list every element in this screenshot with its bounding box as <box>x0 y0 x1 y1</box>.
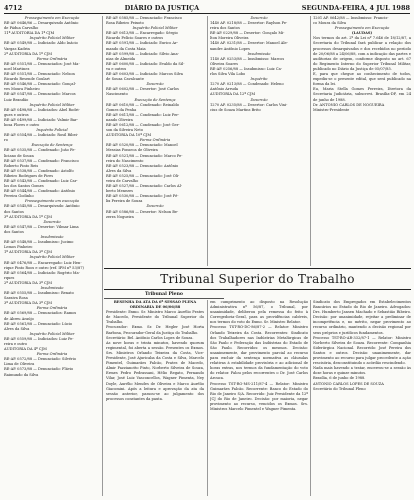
text-line: de Pádua Carvalho <box>4 26 39 31</box>
text-line: dos Santos <box>4 229 24 234</box>
section-heading: Inquérito Policial Militar <box>29 102 75 107</box>
text-line: RE-AP. 0610/88 — Condenado: Reinaldo <box>106 102 179 107</box>
text-line: liciano de Souza <box>4 153 34 158</box>
text-line: Gomes da Penha <box>106 107 137 112</box>
column-1 <box>4 16 100 496</box>
text-line: RE-AP. 0603/88 — Indiciado: Marcos Silva <box>106 72 183 77</box>
text-line: RE-AP. 0523/88 — Denunciado: Antônio <box>106 163 179 168</box>
text-line: Lima de Oliveira <box>4 362 35 367</box>
text-line: veira de Carvalho <box>106 179 139 183</box>
text-line: 3ª AUDITORIA DA 3ª CJM <box>4 301 52 306</box>
section-heading: ORDINÁRIA DE 06/06/88 <box>129 305 181 310</box>
section-heading: Desercão <box>250 16 268 20</box>
text-line: RE-AP. 0569/88 — Denunciados: Ramos <box>4 311 77 316</box>
section-heading: RESENHA DA ATA DA 6ª SESSÃO PLENA <box>113 300 197 304</box>
text-line: Rosa Ribeiro Peixoto <box>106 21 144 26</box>
section-heading: Forma Ordinária <box>36 352 68 357</box>
text-line: Alves da Silva <box>106 168 132 173</box>
text-line: RE-AP. 0543/88 — Condenado: Luiz Car- <box>4 179 78 183</box>
text-line: 2ª AUDITORIA DA 1ª CJM <box>4 51 52 56</box>
column-3 <box>210 16 308 266</box>
text-line: RE-AP. 0476/88 — Encarregado: Luiz Hen- <box>4 260 82 265</box>
section-heading: Inquérito Policial Militar <box>132 26 178 31</box>
text-line: de Abreu Araújo <box>4 316 34 321</box>
text-line: Processo TST-RO-AR-332/87-1 — Relator: Ministro Norberto Silveira de Souza. Recorrente: Companhia Siderúrgica Nacional. Recorrido: José Pereira dos Santos e outros. Decisão: unanimemente, dar provimento ao recurso para julgar procedente a ação rescisória, desconstituindo o acórdão rescindendo. <box>313 335 411 366</box>
column-4-lower <box>313 300 411 496</box>
text-line: RE-AP. 0520/88 — Denunciado: Manoel <box>106 143 178 148</box>
text-line: 1270 AP. 0235/88 — Desertor: Carlos Vini- <box>210 102 288 107</box>
text-line: AUDITORIA DA 4ª CJM <box>4 347 47 352</box>
section-heading: Inquérito <box>250 77 268 82</box>
text-line: dos Santos <box>4 209 24 214</box>
section-heading: Desercão <box>250 97 268 102</box>
text-line: RE-AP. 0573/88 — Denunciado: Flávio <box>4 367 74 372</box>
section-title: Tribunal Superior do Trabalho <box>160 272 355 286</box>
text-line: ANTÔNIO CARLOS LOPES DE SOUZA <box>313 381 384 386</box>
text-line: lton Moreira Oliveira <box>210 36 249 41</box>
text-line: bosa Flores e outro <box>4 122 40 127</box>
column-4 <box>313 16 411 266</box>
text-line: Nada mais havendo a tratar, encerrou-se a sessão às doze horas e quinze minutos. <box>313 366 411 376</box>
text-line: gues e outros <box>4 112 29 117</box>
text-line: RE-AP. 0611/88 — Condenado: Luiz Fer- <box>106 112 180 117</box>
text-line: reira e outro <box>4 342 28 346</box>
column-divider <box>207 300 208 496</box>
section-heading: Insubmissão <box>40 285 64 290</box>
column-3-lower <box>210 300 308 496</box>
text-line: Luiz Brandão <box>4 97 29 102</box>
column-2 <box>106 16 204 266</box>
section-heading: Prosseguimento em Execução <box>334 26 390 31</box>
text-line: RE-AP. 0585/88 — Denunciado: Francisco <box>106 16 182 20</box>
text-line: RE-AP. 0538/88 — Condenado: Astolfo <box>4 168 74 173</box>
text-line: Vargas Kadrin <box>4 46 30 51</box>
text-line: Processo TST-RO-MS-211/87-4 — Relator: Ministro Guimarães Falcão. Recorrente: Banco do Estado do Rio de Janeiro S/A. Recorrido: Juiz Presidente da 12ª JCJ do Rio de Janeiro. Decisão: por maioria, negar provimento ao recurso, vencidos os Exmos. Srs. Ministros Marcelo Pimentel e Wagner Pimenta. <box>210 381 308 411</box>
column-divider <box>310 300 311 496</box>
text-line: RE-AP. 0572/88 — Denunciado: Silvério <box>4 357 77 362</box>
section-heading: Execução de Sentença <box>31 143 73 148</box>
text-line: 1440 AP. 0218/88 — Desertor: Raylson Pe- <box>210 21 288 26</box>
text-line: Raimundo da Silva <box>4 372 39 377</box>
section-heading: Forma Ordinária <box>36 306 68 311</box>
text-line: RE-AP. 0551/88 — Denunciado: Nelson <box>4 72 75 77</box>
text-line: 1ª AUDITORIA DA 3ª CJM <box>4 250 52 255</box>
text-line: RE-AP. 0564/88 — Indiciado: Rogério Ma- <box>4 270 80 275</box>
issue-date: SEGUNDA-FEIRA, 4 JUL 1988 <box>301 3 410 12</box>
text-line: Nos termos do art. 2º da Lei nº 7.646 de 18/12/87, a Secretaria do Tribunal fará publicar a relação dos processos desarquivados e dos recebidos no período de 20/06/88 a 24/06/88, com a indicação das partes e auditorias de origem, conforme disposto no art. 67 do Regimento Interno do Superior Tribunal Militar, publicado no Diário da Justiça de 05/07/85. <box>313 36 411 71</box>
text-line: Procurador: Exmo. Sr. Dr. Hegler José Horta Barbosa, Procurador-Geral da Justiça do Trabalho. <box>106 325 204 335</box>
text-line: 1201 AP. 0642/88 — Insubmisso: Francis- <box>313 16 389 20</box>
section-heading: Desercão <box>146 82 164 87</box>
page-number: 4712 <box>4 3 23 12</box>
text-line: Secretário: Bel. Antônio Carlos Lopes de Souza. <box>106 335 194 340</box>
column-2-lower <box>106 300 204 496</box>
page-header <box>4 3 410 12</box>
text-line: RE-AP. 0599/88 — Indiciado: Sílvio Ana- <box>106 51 179 56</box>
column-divider <box>102 16 103 496</box>
section-heading: Inquérito Policial Militar <box>29 331 75 336</box>
text-line: Saraiva Rosa <box>4 296 28 301</box>
text-line: Eu, Maria Stella Gomes Ferreira, Diretora da Secretaria Judiciária, subscrevi. Brasília-DF, em 24 de junho de 1988. <box>313 87 411 102</box>
text-line: Presidente: Exmo. Sr. Ministro Marco Aurélio Prates de Macedo, Presidente do Tribunal Superior do Trabalho. <box>106 310 204 325</box>
text-line: RE-AP. 0555/88 — Insubmisso: Renato <box>4 291 74 296</box>
text-line: RE-AP. 0612/88 — Condenado: José Ger- <box>106 122 180 127</box>
text-line: nias de Almeida <box>106 56 136 61</box>
text-line: RE-AP. 0544/88 — Condenado: Antônio <box>4 189 76 194</box>
text-line: Alves da Silva <box>4 326 30 331</box>
section-heading: Forma Ordinária <box>36 56 68 61</box>
text-line: nando Oliveira <box>106 117 133 122</box>
text-line: lix Pereira de Souza <box>106 199 143 204</box>
text-line: Ricardo Felício Soares e outros <box>106 36 164 41</box>
section-heading: Prosseguimento em execução <box>24 199 80 204</box>
text-line: RE-AP. 0521/88 — Denunciado: Marco Pe- <box>106 153 183 158</box>
section-heading: Insubmissão <box>247 51 271 56</box>
text-line: zerra Nogueira <box>106 214 134 219</box>
text-line: noel Martinez <box>4 66 30 71</box>
text-line: Nascimento <box>106 92 128 97</box>
text-line: RE-AP. 0499/88 — Indiciado: Valmir Bar- <box>4 117 78 122</box>
text-line: RE-AP. 0535/88 — Condenado: João Fe- <box>4 148 76 153</box>
section-heading: Forma Ordinária <box>139 138 171 143</box>
text-line: co Moura da Silva <box>313 21 346 26</box>
text-line: Messias Fonseca de Oliveira <box>106 148 158 153</box>
text-line: AUDITORIA DA 10ª CJM <box>106 133 152 138</box>
text-line: Às nove horas e trinta minutos, havendo quorum regimental, foi aberta a sessão. Presentes os Exmos. Srs. Ministros Orlando Teixeira da Costa, Vice-Presidente, José Ajuricaba da Costa e Silva, Marcelo Pimentel, Guimarães Falcão, Prates de Macedo, Almir Pazzianotto Pinto, Norberto Silveira de Souza, Ermes Pedro Pedrassani, Hélio Regato, Fernando Vilar, José Luiz Vasconcellos, Wagner Pimenta, Ney Doyle, Aurélio Mendes de Oliveira e Marco Aurélio Giacomini. Após a leitura e aprovação da ata da sessão anterior, passou-se ao julgamento dos processos constantes da pauta. <box>106 340 204 401</box>
text-line: RE-AP. 0537/88 — Condenado: Francisco <box>4 158 79 163</box>
text-line: RE-AP. 0559/88 — Indiciados: Luiz Pe- <box>4 336 74 341</box>
section-heading: (LAUDAS) <box>351 31 373 36</box>
text-line: Secretário do Tribunal Pleno <box>313 386 366 391</box>
text-line: Ricardo Resende Goulart <box>4 77 50 82</box>
text-line: xandre Antônio Lopes <box>210 46 250 51</box>
text-line: reira do Nascimento <box>106 158 144 163</box>
text-line: 1440 AP. 0231/88 — Desertor: Manoel Ale- <box>210 41 288 46</box>
section-heading: Desercão <box>43 219 61 224</box>
section-heading: Desercão <box>146 204 164 209</box>
text-line: RE-AP. 0613/88 — Encarregado: Sérgio <box>106 31 178 36</box>
text-line: rlos Silva Vila Lobo <box>210 72 246 77</box>
text-line: RE-AP. 0498/88 — Indiciados: Abel Rodri- <box>4 107 80 112</box>
text-line: rques <box>4 275 15 280</box>
subsection-title: Tribunal Pleno <box>145 291 183 297</box>
text-line: Sindicato dos Empregados em Estabelecimentos Bancários no Estado do Rio de Janeiro. Advogados: Drs. Humberto Jansen Machado e Sebastião Ribeiro. Decisão: por unanimidade, rejeitar a preliminar de incompetência e, no mérito, negar provimento ao recurso ordinário, mantendo a decisão regional por seus próprios e jurídicos fundamentos. <box>313 300 411 335</box>
text-line: de Souza Cavalcante <box>106 77 144 82</box>
text-line: 1140 AP. 0253/88 — Insubmisso: Marcos <box>210 56 285 61</box>
text-line: Ribeiro Rodrigues de Pires <box>4 173 54 178</box>
text-line: reira dos Santos <box>210 26 240 31</box>
text-line: son da Silveira Neto <box>106 128 143 133</box>
text-line: RE-AP. 0525/88 — Denunciado: José Oli- <box>106 173 180 178</box>
text-line: RE-AP. 0586/88 — Desertor: Nelson Be- <box>106 209 179 214</box>
text-line: 3ª AUDITORIA DA 1ª CJM <box>4 214 52 219</box>
section-heading: Execução de Sentença <box>134 97 176 102</box>
text-line: los dos Santos Gomes <box>4 184 44 189</box>
subsection-heading <box>104 290 224 299</box>
text-line: 1270 AP. 0213/88 — Condenado: Heleno <box>210 82 284 87</box>
text-line: RE-AP. 0600/88 — Indiciado: Evaldo da Sil- <box>106 61 185 66</box>
text-line: AUDITORIA DA 12ª CJM <box>210 92 256 97</box>
text-line: rique Pinto Roos e outro (ref. IPM nº 53/87) <box>4 265 84 270</box>
text-line: RE-AP. 0551/88 — Denunciados: José Ma- <box>4 61 80 66</box>
text-line: RE-AP. 0548/88 — Insubmisso: Jucimo <box>4 240 74 245</box>
text-line: Ministro-Presidente <box>313 107 350 112</box>
text-line: RE-AP. 0547/88 — Desertor: Vilmar Lima <box>4 224 79 229</box>
text-line: mando da Costa Maia <box>106 46 146 51</box>
text-line: RE-AP. 0554/88 — Indiciado: Rosil Ribei- <box>4 133 79 138</box>
text-line: RE-AP. 0530/88 — Denunciado: José Fé- <box>106 194 179 199</box>
text-line: RE-AP. 0591/88 — Indiciado: Eurico Ar- <box>106 41 178 46</box>
text-line: Oliveira Soares <box>210 61 239 66</box>
text-line: RE-AP. 0646/86 — Desarquivado Antônio <box>4 21 79 26</box>
text-line: RE-AP. 0602/88 — Desertor: José Carlos <box>106 87 179 92</box>
section-banner <box>104 268 411 290</box>
text-line: Processo TST-RO-DC-86/87-2 — Relator: Ministro Orlando Teixeira da Costa. Recorrentes: Sindicato dos Trabalhadores nas Indústrias Metalúrgicas de São Paulo e Federação das Indústrias do Estado de São Paulo. Recorridos: os mesmos. Decisão: unanimemente, dar provimento parcial ao recurso para excluir da sentença normativa as cláusulas relativas à estabilidade provisória e ao adicional de horas extras, nos termos da fundamentação do voto do relator. Falou pelos recorrentes o Dr. José Carlos Arouca. <box>210 325 308 381</box>
text-line: va e outros <box>106 66 127 71</box>
text-line: 2ª AUDITORIA DA 3ª CJM <box>4 280 52 285</box>
text-line: Roberto Pinto Reis <box>4 163 39 168</box>
text-line: ves Moura Pinheiro <box>4 87 40 92</box>
text-line: Dr. ANTÔNIO CARLOS DE NOGUEIRA <box>313 102 385 107</box>
text-line: em cumprimento ao disposto na Resolução Administrativa nº 56/87, o Tribunal, por unanimidade, deliberou pela remessa do feito à Corregedoria-Geral, para as providências cabíveis, nos termos do voto do Exmo. Sr. Ministro Relator. <box>210 300 308 325</box>
column-divider <box>310 16 311 266</box>
text-line: ro <box>4 138 8 143</box>
column-divider <box>207 16 208 266</box>
text-line: cius de Souza Martins Brito <box>210 107 261 112</box>
text-line: RE-AP. 0549/88 — Indiciado: Aldo Inácio <box>4 41 78 46</box>
section-heading: Insubmissão <box>40 235 64 240</box>
section-heading: Inquérito Policial Militar <box>29 255 75 260</box>
text-line: Antônio Arruda <box>210 87 239 92</box>
text-line: RE-AP. 0546/88 — Denunciado: Gonçal- <box>4 82 76 87</box>
header-rule <box>4 13 410 14</box>
section-heading: Prosseguimento em Execução <box>24 16 80 20</box>
text-line: Lemos Pinheiro <box>4 245 33 250</box>
text-line: RE-AP. 0561/88 — Denunciado: Lúcio <box>4 321 73 326</box>
text-line: RE-AP. 0545/88 — Desarquivado: Antônio <box>4 204 80 209</box>
text-line: 11ª AUDITORIA DA 1ª CJM <box>4 31 55 36</box>
section-heading: Inquérito Policial Militar <box>29 36 75 41</box>
text-line: RE-AP. 0547/88 — Denunciado: Marcos <box>4 92 76 97</box>
section-heading: Inquérito Policial <box>36 128 68 133</box>
text-line: RE-AP. 0229/88 — Desertor: Gonçalo Mi- <box>210 31 285 36</box>
text-line: Brasília, 6 de junho de 1988. <box>313 376 366 381</box>
text-line: berto Menezes <box>106 189 134 194</box>
journal-title: DIÁRIO DA JUSTIÇA <box>124 3 200 12</box>
text-line: RE-AP. 0256/88 — Insubmisso: Luiz Ca- <box>210 66 282 71</box>
text-line: RE-AP. 0527/88 — Denunciado: Carlos Al- <box>106 184 182 189</box>
text-line: E, para que chegue ao conhecimento de todos, expediu-se o presente edital, que será publicado na forma da lei. <box>313 72 411 87</box>
text-line: Pereira Godinho <box>4 194 34 199</box>
